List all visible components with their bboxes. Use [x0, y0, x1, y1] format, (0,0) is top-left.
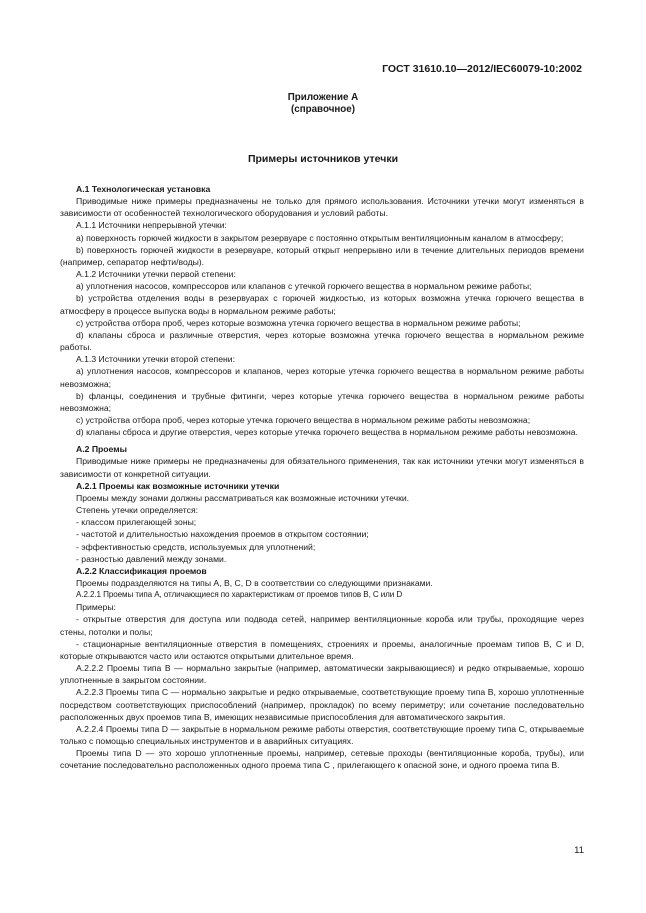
paragraph: А.1.2 Источники утечки первой степени:	[76, 269, 236, 280]
paragraph: Проемы подразделяются на типы А, В, С, D в соответствии со следующими признаками.	[76, 578, 433, 588]
paragraph: а) уплотнения насосов, компрессоров и клапанов, через которые утечка горючего вещества в нормальном режиме работы невозможна;	[60, 366, 584, 389]
standard-header: ГОСТ 31610.10—2012/IEC60079-10:2002	[382, 63, 582, 75]
paragraph: А.1.3 Источники утечки второй степени:	[76, 354, 235, 365]
document-title: Примеры источников утечки	[247, 153, 399, 165]
subsection-heading: А.2.2 Классификация проемов	[76, 565, 207, 576]
paragraph: Степень утечки определяется:	[76, 505, 199, 516]
paragraph: d) клапаны сброса и различные отверстия, через которые возможна утечка горючего вещества в нормальном режиме работы.	[60, 329, 584, 353]
paragraph: - стационарные вентиляционные отверстия в помещениях, строениях и проемы, аналогичные проемам типов В, С и D, которые открываются часто или остаются открытыми длительное время.	[60, 638, 584, 661]
page-number: 11	[574, 845, 584, 856]
appendix-subtitle: (справочное)	[291, 104, 355, 115]
section-heading: А.1 Технологическая установка	[76, 184, 211, 194]
paragraph: А.2.2.4 Проемы типа D — закрытые в нормальном режиме работы отверстия, соответствующие проему типа С, открываемые только с помощью специальных инструментов и в аварийных ситуациях.	[60, 723, 584, 747]
paragraph: А.2.2.1 Проемы типа А, отличающиеся по характеристикам от проемов типов В, С или D	[76, 590, 403, 600]
paragraph: - открытые отверстия для доступа или подвода сетей, например вентиляционные короба или трубы, проходящие через стены, потолки и полы;	[60, 614, 584, 637]
paragraph: А.1.1 Источники непрерывной утечки:	[76, 220, 227, 231]
paragraph: а) уплотнения насосов, компрессоров или клапанов с утечкой горючего вещества в нормальном режиме работы;	[76, 281, 532, 292]
paragraph: Проемы типа D — это хорошо уплотненные проемы, например, сетевые проходы (вентиляционные короба, трубы), или сочетание последовательно расположенных одного проема типа С , прилегающего к опасной зоне, и одного проема типа В.	[60, 748, 584, 771]
paragraph: а) поверхность горючей жидкости в закрытом резервуаре с постоянно открытым вентиляционным каналом в атмосферу;	[76, 232, 564, 243]
subsection-heading: А.2.1 Проемы как возможные источники утечки	[76, 480, 280, 491]
paragraph: d) клапаны сброса и другие отверстия, через которые утечка горючего вещества в нормальном режиме работы невозможна.	[76, 427, 578, 438]
paragraph: - разностью давлений между зонами.	[76, 553, 227, 564]
paragraph: Приводимые ниже примеры не предназначены для обязательного применения, так как источники утечки могут изменяться в зависимости от конкретной ситуации.	[60, 456, 584, 479]
paragraph: b) устройства отделения воды в резервуарах с горючей жидкостью, из которых возможна утечка горючего вещества в атмосферу в процессе выпуска воды в нормальном режиме работы;	[60, 293, 584, 316]
paragraph: b) поверхность горючей жидкости в резервуаре, который открыт непрерывно или в течение длительных периодов времени (например, сепаратор нефти/воды).	[60, 244, 584, 267]
appendix-title: Приложение А	[287, 92, 359, 103]
paragraph: Проемы между зонами должны рассматриваться как возможные источники утечки.	[76, 492, 410, 503]
paragraph: с) устройства отбора проб, через которые возможна утечка горючего вещества в нормальном режиме работы;	[76, 317, 521, 328]
paragraph: А.2.2.2 Проемы типа В — нормально закрытые (например, автоматически закрывающиеся) и редко открываемые, хорошо уплотненные в закрытом состоянии.	[60, 663, 584, 686]
section-heading: А.2 Проемы	[76, 444, 127, 455]
paragraph: - классом прилегающей зоны;	[76, 517, 197, 528]
paragraph: А.2.2.3 Проемы типа С — нормально закрытые и редко открываемые, соответствующие проему типа В, хорошо уплотненные посредством соответствующих приспособлений (например, прокладок) по всему периметру; или сочетание последовательно расположенных двух проемов типа В, имеющих независимые приспособления для автоматического закрытия.	[60, 687, 584, 722]
paragraph: с) устройства отбора проб, через которые утечка горючего вещества в нормальном режиме работы невозможна;	[76, 414, 531, 425]
document-body	[60, 183, 584, 772]
paragraph: Примеры:	[76, 602, 116, 613]
paragraph: - эффективностью средств, используемых для уплотнений;	[76, 541, 316, 552]
paragraph: - частотой и длительностью нахождения проемов в открытом состоянии;	[76, 529, 369, 540]
paragraph: b) фланцы, соединения и трубные фитинги, через которые утечка горючего вещества в нормальном режиме работы невозможна;	[60, 390, 584, 413]
paragraph: Приводимые ниже примеры предназначены не только для прямого использования. Источники утечки могут изменяться в зависимости от особенностей технологического оборудования и условий работы.	[60, 196, 584, 219]
